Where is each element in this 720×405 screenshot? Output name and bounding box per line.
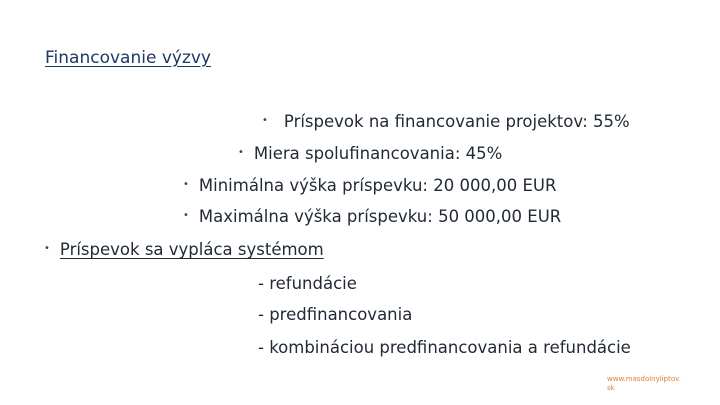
sub-item-combination: - kombináciou predfinancovania a refundácie [258, 338, 631, 357]
sub-item-refund: - refundácie [258, 274, 357, 293]
bullet-text: Maximálna výška príspevku: 50 000,00 EUR [198, 207, 562, 226]
bullet-icon: • [44, 242, 50, 254]
bullet-item-minimum [183, 176, 556, 197]
bullet-text: Príspevok sa vypláca systémom [59, 240, 324, 259]
bullet-item-funding-rate [262, 112, 630, 133]
footer-website-line2: sk [607, 384, 615, 392]
bullet-icon: • [183, 209, 189, 221]
sub-item-prefinancing: - predfinancovania [258, 305, 413, 324]
slide-title: Financovanie výzvy [45, 48, 211, 68]
bullet-icon: • [183, 178, 189, 190]
bullet-icon: • [238, 146, 244, 158]
bullet-text: Miera spolufinancovania: 45% [253, 144, 503, 163]
bullet-item-cofinancing [238, 144, 502, 165]
bullet-text: Príspevok na financovanie projektov: 55% [283, 112, 630, 131]
footer-website-line1: www.masdolnyliptov. [607, 375, 681, 383]
bullet-icon: • [262, 114, 268, 126]
bullet-item-payment-system [44, 240, 324, 261]
footer-website[interactable] [607, 375, 697, 393]
bullet-item-maximum [183, 207, 561, 228]
bullet-text: Minimálna výška príspevku: 20 000,00 EUR [198, 176, 557, 195]
